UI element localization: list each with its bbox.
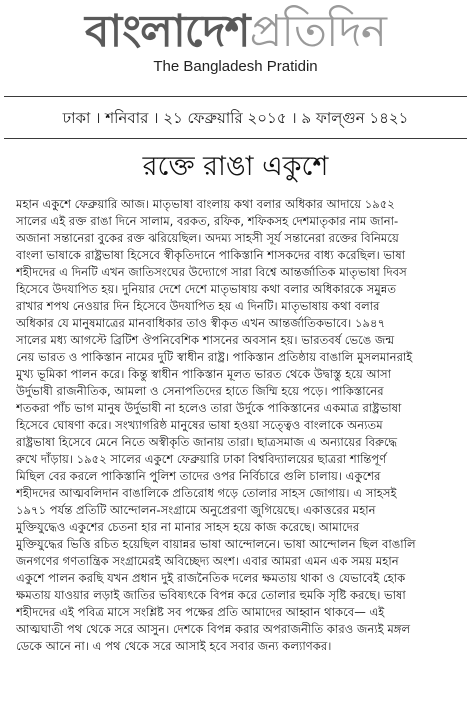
body-line: অজানা সন্তানেরা বুকের রক্ত ঝরিয়েছিল। অদম্য সাহসী সূর্য সন্তানেরা রক্তের বিনিময়ে	[16, 231, 399, 245]
body-line: মুখ্য ভূমিকা পালন করে। কিন্তু স্বাধীন পাকিস্তান মূলত ভারত থেকে উদ্বাস্তু হয়ে আসা	[16, 367, 392, 381]
article-body	[16, 196, 457, 655]
body-line: অধিকার যে মানুষমাত্রের মানবাধিকার তাও স্বীকৃত এখন আন্তর্জাতিকভাবে। ১৯৪৭	[16, 316, 386, 330]
logo-part-pratidin: প্রতিদিন	[249, 6, 386, 57]
body-line: মুক্তিযুদ্ধের ভিত্তি রচিত হয়েছিল বায়ান্নর ভাষা আন্দোলনে। ভাষা আন্দোলন ছিল বাঙালি	[16, 537, 416, 551]
body-line: রাখার শপথ নেওয়ার দিন হিসেবে উদযাপিত হয় এ দিনটি। মাতৃভাষায় কথা বলার	[16, 299, 380, 313]
body-line: রুখে দাঁড়ায়। ১৯৫২ সালের একুশে ফেব্রুয়ারি ঢাকা বিশ্ববিদ্যালয়ের ছাত্ররা শান্তিপূর্ণ	[16, 452, 387, 466]
body-line: ১৯৭১ পর্যন্ত প্রতিটি আন্দোলন-সংগ্রামে অনুপ্রেরণা জুগিয়েছে। একাত্তরের মহান	[16, 503, 376, 517]
body-line: শহীদদের আত্মবলিদান বাঙালিকে প্রতিরোধ গড়ে তোলার সাহস জোগায়। এ সাহসই	[16, 486, 397, 500]
body-line: হিসেবে উদযাপিত হয়। দুনিয়ার দেশে দেশে মাতৃভাষায় কথা বলার অধিকারকে সমুন্নত	[16, 282, 397, 296]
masthead	[0, 6, 471, 76]
body-line: একুশে পালন করছি যখন প্রধান দুই রাজনৈতিক দলের ক্ষমতায় থাকা ও যেভাবেই হোক	[16, 571, 406, 585]
logo-part-bangladesh: বাংলাদেশ	[85, 6, 250, 57]
divider-top	[4, 96, 467, 97]
body-line: আত্মঘাতী পথ থেকে সরে আসুন। দেশকে বিপন্ন করার অপরাজনীতি কারও জন্যই মঙ্গল	[16, 622, 411, 636]
body-line: বাংলা ভাষাকে রাষ্ট্রভাষা হিসেবে স্বীকৃতিদানে পাকিস্তানি শাসকদের বাধ্য করেছিল। ভাষা	[16, 248, 406, 262]
body-line: সালের মধ্য আগস্টে ব্রিটিশ ঔপনিবেশিক শাসনের অবসান হয়। ভারতবর্ষ ভেঙে জন্ম	[16, 333, 395, 347]
body-line: সালের এই রক্ত রাঙা দিনে সালাম, বরকত, রফিক, শফিকসহ দেশমাতৃকার নাম জানা-	[16, 214, 399, 228]
masthead-logo-english: The Bangladesh Pratidin	[153, 58, 318, 75]
divider-bottom	[4, 138, 467, 139]
body-line: ক্ষমতায় যাওয়ার লড়াই জাতির ভবিষ্যৎকে বিপন্ন করে তোলার হুমকি সৃষ্টি করছে। ভাষা	[16, 588, 406, 602]
article-headline: রক্তে রাঙা একুশে	[142, 151, 329, 182]
body-line: মহান একুশে ফেব্রুয়ারি আজ। মাতৃভাষা বাংলায় কথা বলার অধিকার আদায়ে ১৯৫২	[16, 197, 395, 211]
body-line: ডেকে আনে না। এ পথ থেকে সরে আসাই হবে সবার জন্য কল্যাণকর।	[16, 639, 332, 653]
body-line: শহীদদের এই পবিত্র মাসে সংশ্লিষ্ট সব পক্ষের প্রতি আমাদের আহ্বান থাকবে— এই	[16, 605, 385, 619]
dateline: ঢাকা । শনিবার । ২১ ফেব্রুয়ারি ২০১৫ । ৯ ফাল্গুন ১৪২১	[62, 109, 409, 127]
body-line: রাষ্ট্রভাষা হিসেবে মেনে নিতে অস্বীকৃতি জানায় তারা। ছাত্রসমাজ এ অন্যায়ের বিরুদ্ধে	[16, 435, 398, 449]
masthead-logo-bangla	[0, 6, 471, 58]
body-line: শহীদদের এ দিনটি এখন জাতিসংঘের উদ্যোগে সারা বিশ্বে আন্তর্জাতিক মাতৃভাষা দিবস	[16, 265, 407, 279]
body-line: মুক্তিযুদ্ধেও একুশের চেতনা হার না মানার সাহস হয়ে কাজ করেছে। আমাদের	[16, 520, 360, 534]
body-line: মিছিল বের করলে পাকিস্তানি পুলিশ তাদের ওপর নির্বিচারে গুলি চালায়। একুশের	[16, 469, 381, 483]
body-line: উর্দুভাষী রাজনীতিক, আমলা ও সেনাপতিদের হাতে জিম্মি হয়ে পড়ে। পাকিস্তানের	[16, 384, 384, 398]
body-line: শতকরা পাঁচ ভাগ মানুষ উর্দুভাষী না হলেও তারা উর্দুকে পাকিস্তানের একমাত্র রাষ্ট্রভাষা	[16, 401, 402, 415]
body-line: নেয় ভারত ও পাকিস্তান নামের দুটি স্বাধীন রাষ্ট্র। পাকিস্তান প্রতিষ্ঠায় বাঙালি মুসলমানরাই	[16, 350, 413, 364]
body-line: হিসেবে ঘোষণা করে। সংখ্যাগরিষ্ঠ মানুষের ভাষা হওয়া সত্ত্বেও বাংলাকে অন্যতম	[16, 418, 383, 432]
body-line: জনগণের গণতান্ত্রিক সংগ্রামেরই অবিচ্ছেদ্য অংশ। এবার আমরা এমন এক সময় মহান	[16, 554, 399, 568]
